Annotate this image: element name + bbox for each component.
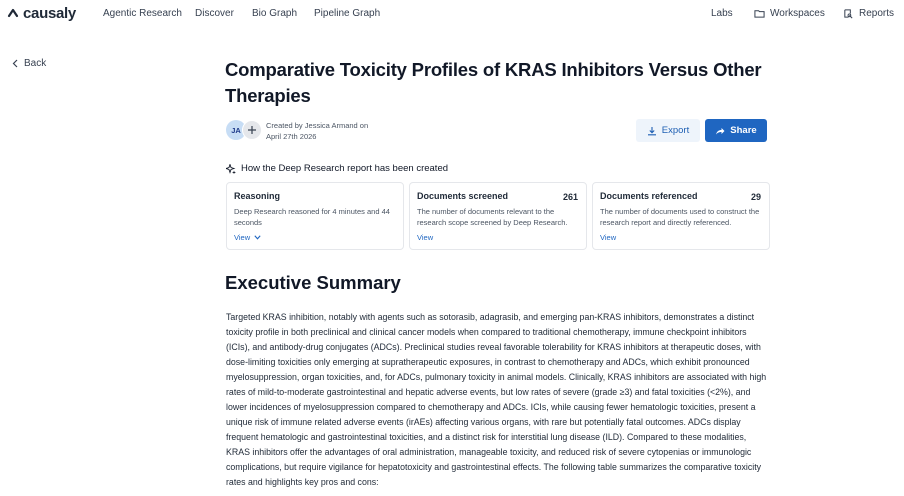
add-collaborator-button[interactable] — [242, 120, 262, 140]
workspaces-label: Workspaces — [770, 8, 825, 19]
created-date-text: April 27th 2026 — [266, 132, 317, 141]
share-icon — [715, 126, 725, 136]
view-label: View — [417, 233, 434, 242]
reports-icon — [843, 8, 854, 19]
reasoning-card — [226, 182, 404, 250]
nav-bio-graph[interactable]: Bio Graph — [252, 8, 298, 19]
download-icon — [647, 126, 657, 136]
executive-summary-paragraph: Targeted KRAS inhibition, notably with agents such as sotorasib, adagrasib, and emerging pan-KRAS inhibitors, demonstrates a distinct toxicity profile in both preclinical and clinical cancer models when compared to traditional chemotherapy, immune checkpoint inhibitors (ICIs), and antibody-drug conjugates (ADCs). Preclinical studies reveal favorable tolerability for KRAS inhibitors at therapeutic doses, with dose-limiting toxicities only emerging at supratherapeutic exposures, in contrast to chemotherapy and ADCs, which exhibit pronounced myelosuppression, organ toxicities, and, for ADCs, pulmonary toxicity in animal models. Clinically, KRAS inhibitors are associated with high rates of mild-to-moderate gastrointestinal and hepatic adverse events, but low rates of severe (grade ≥3) and fatal toxicities (<2%), and lower incidences of myelosuppression compared to chemotherapy and ADCs. ICIs, while causing fewer hematologic toxicities, present a unique risk of immune related adverse events (irAEs) affecting various organs, with rare but potentially fatal outcomes. ADCs display frequent hematologic and gastrointestinal toxicities, and a distinct risk for interstitial lung disease (ILD). Compared to these modalities, KRAS inhibitors offer the advantages of oral administration, manageable toxicity, and reduced risk of severe cytopenias or immunologic complications, but require vigilance for hepatotoxicity and gastrointestinal effects. The following table summarizes the comparative toxicity rates and highlights key pros and cons: — [226, 312, 767, 487]
card-description: Deep Research reasoned for 4 minutes and 44 seconds — [234, 207, 390, 227]
reasoning-view-button[interactable] — [234, 233, 261, 242]
sparkle-icon — [226, 164, 236, 174]
collaborator-avatars — [226, 120, 262, 140]
nav-reports[interactable] — [843, 8, 894, 19]
share-label: Share — [730, 125, 757, 136]
report-title: Comparative Toxicity Profiles of KRAS Inhibitors Versus Other Therapies — [225, 59, 762, 106]
view-label: View — [600, 233, 617, 242]
nav-agentic-research[interactable]: Agentic Research — [103, 8, 182, 19]
documents-referenced-count: 29 — [750, 192, 761, 202]
logo-text: causaly — [23, 5, 76, 22]
chevron-left-icon — [12, 59, 18, 68]
created-info — [266, 120, 386, 142]
export-label: Export — [661, 125, 690, 136]
nav-discover[interactable]: Discover — [195, 8, 234, 19]
documents-screened-card — [409, 182, 587, 250]
documents-referenced-view-link[interactable] — [600, 233, 616, 242]
documents-screened-count: 261 — [562, 192, 578, 202]
back-label: Back — [24, 58, 47, 69]
card-description: The number of documents used to construct the research report and directly referenced. — [600, 207, 760, 227]
card-description: The number of documents relevant to the research scope screened by Deep Research. — [417, 207, 568, 227]
back-button[interactable] — [12, 58, 46, 69]
nav-pipeline-graph[interactable]: Pipeline Graph — [314, 8, 381, 19]
nav-labs[interactable]: Labs — [711, 8, 733, 19]
executive-summary-heading: Executive Summary — [225, 272, 401, 293]
avatar[interactable]: JA — [226, 120, 246, 140]
how-created-label: How the Deep Research report has been created — [241, 163, 449, 174]
plus-icon — [247, 125, 257, 135]
documents-screened-view-link[interactable] — [417, 233, 433, 242]
card-title: Documents referenced — [600, 191, 698, 201]
share-button[interactable] — [705, 119, 767, 142]
card-title: Documents screened — [417, 191, 509, 201]
card-title: Reasoning — [234, 191, 281, 201]
reports-label: Reports — [859, 8, 895, 19]
how-created-heading — [226, 163, 448, 174]
causaly-logo-icon — [6, 7, 20, 21]
documents-referenced-card — [592, 182, 770, 250]
chevron-down-icon — [254, 235, 261, 240]
nav-workspaces[interactable] — [754, 8, 825, 19]
view-label: View — [234, 233, 251, 242]
causaly-logo[interactable] — [6, 5, 76, 22]
top-navigation-bar — [0, 0, 904, 26]
folder-icon — [754, 8, 765, 19]
export-button[interactable] — [636, 119, 700, 142]
created-by-text: Created by Jessica Armand on — [266, 121, 369, 130]
